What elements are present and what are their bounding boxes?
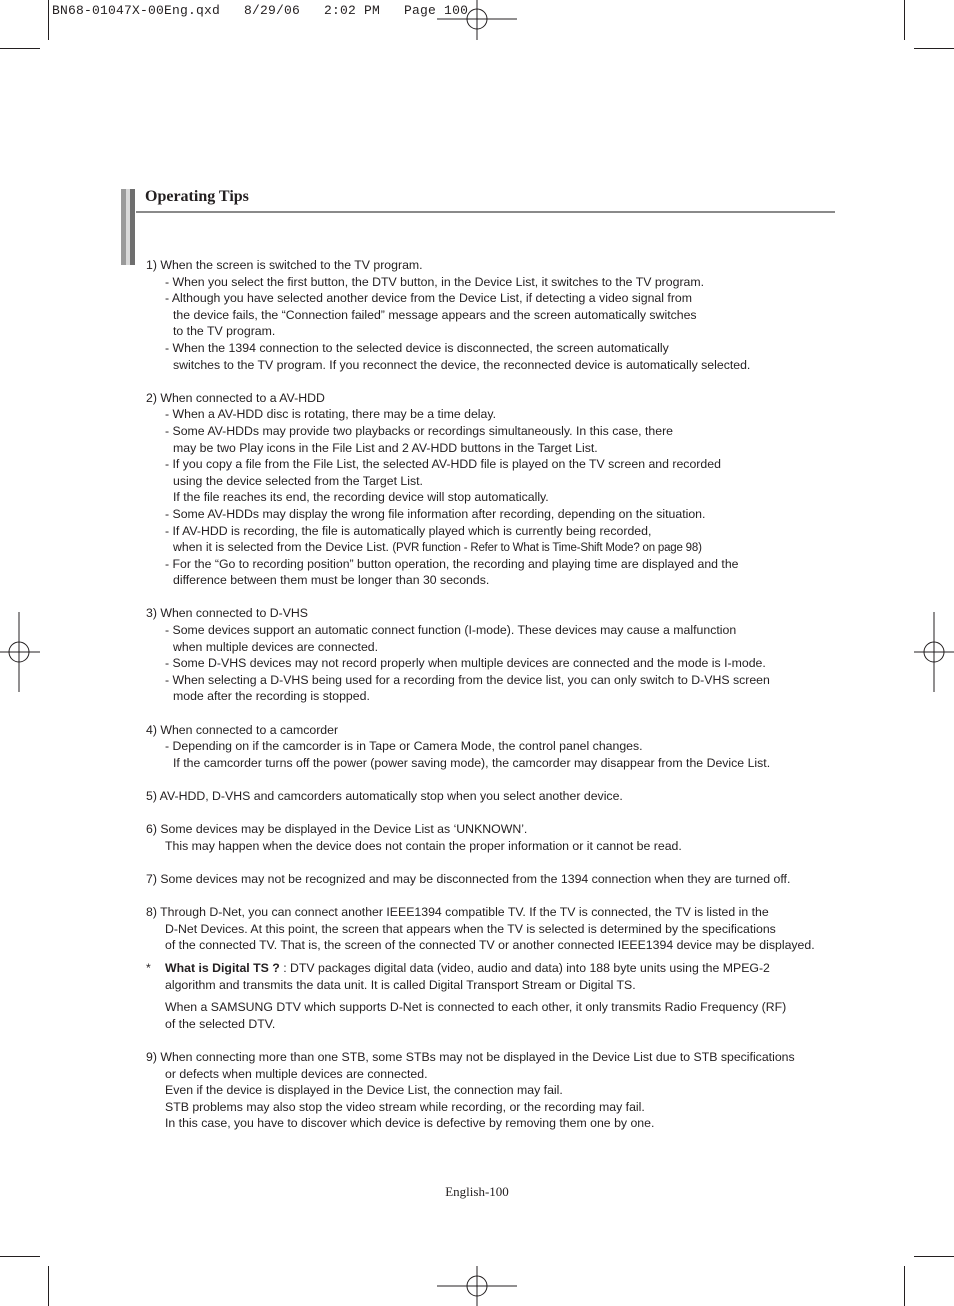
tip-line: or defects when multiple devices are connected. (165, 1066, 428, 1081)
tip-5 (146, 788, 846, 805)
tip-line: - Depending on if the camcorder is in Tape or Camera Mode, the control panel changes. (165, 739, 643, 754)
tip-line: to the TV program. (173, 324, 276, 339)
tip-1 (146, 257, 846, 373)
tip-line: - If AV-HDD is recording, the file is automatically played which is currently being recorded, (165, 523, 652, 538)
tip-6 (146, 821, 846, 854)
registration-mark-bottom (437, 1266, 517, 1306)
tip-heading: 4) When connected to a camcorder (146, 722, 339, 737)
tip-line: Even if the device is displayed in the Device List, the connection may fail. (165, 1083, 563, 1098)
page-title: Operating Tips (145, 188, 249, 205)
section-sidebar-bar (121, 189, 135, 265)
tip-line: D-Net Devices. At this point, the screen that appears when the TV is selected is determined by the specifications (165, 921, 776, 936)
tip-line: - When you select the first button, the DTV button, in the Device List, it switches to the TV program. (165, 274, 705, 289)
page-number: English-100 (445, 1184, 509, 1199)
tip-line: switches to the TV program. If you reconnect the device, the reconnected device is automatically selected. (173, 357, 751, 372)
tip-line: the device fails, the “Connection failed” message appears and the screen automatically switches (173, 307, 697, 322)
registration-mark-right (914, 612, 954, 692)
tip-2 (146, 390, 846, 589)
tip-heading: 1) When the screen is switched to the TV program. (146, 258, 423, 272)
print-slug: BN68-01047X-00Eng.qxd 8/29/06 2:02 PM Page 100 (52, 3, 469, 18)
tip-line: of the connected TV. That is, the screen of the connected TV or another connected IEEE1394 device may be displayed. (165, 938, 815, 953)
tip-line: mode after the recording is stopped. (173, 689, 370, 704)
tip-heading: 7) Some devices may not be recognized and may be disconnected from the 1394 connection when they are turned off. (146, 871, 791, 886)
note-asterisk: * (146, 960, 151, 975)
title-rule (136, 211, 835, 213)
tip-heading: 8) Through D-Net, you can connect another IEEE1394 compatible TV. If the TV is connected, the TV is listed in the (146, 905, 769, 920)
tip-line: when multiple devices are connected. (173, 639, 379, 654)
page-reference: (PVR function - Refer to What is Time-Shift Mode? on page 98) (392, 542, 702, 555)
tip-line: - Some AV-HDDs may provide two playbacks or recordings simultaneously. In this case, there (165, 423, 674, 438)
tip-8 (146, 904, 846, 954)
note-text: : DTV packages digital data (video, audio and data) into 188 byte units using the MPEG-2 (279, 960, 770, 975)
tip-line: - For the “Go to recording position” button operation, the recording and playing time are displayed and the (165, 556, 739, 571)
tip-line: - When a AV-HDD disc is rotating, there may be a time delay. (165, 407, 497, 422)
tip-line: In this case, you have to discover which device is defective by removing them one by one. (165, 1116, 655, 1131)
digital-ts-note (146, 960, 846, 1032)
tip-line: This may happen when the device does not contain the proper information or it cannot be read. (165, 838, 682, 853)
tip-line: - When selecting a D-VHS being used for a recording from the device list, you can only switch to D-VHS screen (165, 672, 770, 687)
tip-line: - When the 1394 connection to the selected device is disconnected, the screen automatically (165, 340, 669, 355)
registration-mark-top (437, 0, 517, 40)
tip-line: - Although you have selected another device from the Device List, if detecting a video signal from (165, 291, 693, 306)
tip-line: - Some AV-HDDs may display the wrong file information after recording, depending on the situation. (165, 506, 706, 521)
note-line: of the selected DTV. (165, 1016, 276, 1031)
tip-line: difference between them must be longer than 30 seconds. (173, 573, 490, 588)
tip-heading: 6) Some devices may be displayed in the Device List as ‘UNKNOWN’. (146, 822, 528, 837)
tip-9 (146, 1049, 846, 1132)
tip-text: when it is selected from the Device List. (173, 540, 393, 555)
tip-line: - Some devices support an automatic connect function (I-mode). These devices may cause a malfunction (165, 623, 737, 638)
tips-list (146, 257, 846, 1132)
tip-heading: 9) When connecting more than one STB, some STBs may not be displayed in the Device List due to STB specifications (146, 1049, 795, 1064)
tip-line: may be two Play icons in the File List and 2 AV-HDD buttons in the Target List. (173, 440, 598, 455)
tip-line: - If you copy a file from the File List, the selected AV-HDD file is played on the TV screen and recorded (165, 457, 721, 472)
tip-7 (146, 871, 846, 888)
tip-line: If the file reaches its end, the recording device will stop automatically. (173, 490, 549, 505)
note-term: What is Digital TS ? (165, 960, 280, 975)
tip-line: If the camcorder turns off the power (power saving mode), the camcorder may disappear from the Device List. (173, 755, 771, 770)
tip-3 (146, 605, 846, 705)
note-line: When a SAMSUNG DTV which supports D-Net is connected to each other, it only transmits Radio Frequency (RF) (165, 1000, 787, 1015)
note-line (146, 960, 846, 977)
note-line: algorithm and transmits the data unit. It is called Digital Transport Stream or Digital TS. (165, 977, 636, 992)
tip-heading: 2) When connected to a AV-HDD (146, 390, 325, 405)
tip-line (146, 539, 846, 556)
tip-line: using the device selected from the Target List. (173, 473, 423, 488)
registration-mark-left (0, 612, 40, 692)
tip-heading: 5) AV-HDD, D-VHS and camcorders automatically stop when you select another device. (146, 789, 623, 803)
tip-line: - Some D-VHS devices may not record properly when multiple devices are connected and the mode is I-mode. (165, 656, 766, 671)
tip-line: STB problems may also stop the video stream while recording, or the recording may fail. (165, 1099, 645, 1114)
tip-4 (146, 722, 846, 772)
tip-heading: 3) When connected to D-VHS (146, 606, 308, 621)
